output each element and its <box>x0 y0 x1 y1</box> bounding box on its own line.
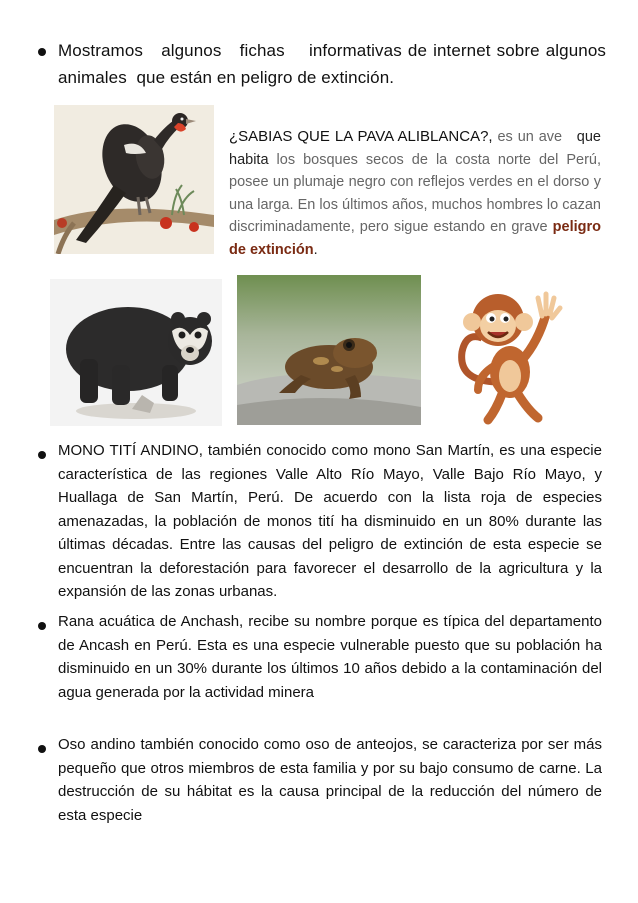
oso-body: Oso andino también conocido como oso de anteojos, se caracteriza por ser más pequeño que otros miembros de esta familia y por su bajo consumo de carne. La destrucción de su hábitat es la causa principal de la reducción del número de esta especie <box>58 736 602 824</box>
bullet-mono <box>38 451 46 459</box>
mono-titi-image <box>438 272 588 427</box>
mono-body: también conocido como mono San Martín, es una especie característica de las regiones Valle Alto Río Mayo, Valle Bajo Río Mayo, y Huallaga de San Martín, Perú. De acuerdo con la lista roja de especies amenazadas, la población de monos tití ha disminuido en un 80% durante las últimas décadas. Entre las causas del peligro de extinción de esta especie se encuentran la deforestación para favorecer el desarrollo de la agricultura y la expansión de las zonas urbanas. <box>58 442 602 600</box>
bullet-intro <box>38 48 46 56</box>
rana-paragraph <box>58 610 602 704</box>
pava-heading: ¿SABIAS QUE LA PAVA ALIBLANCA?, <box>229 128 493 145</box>
mono-paragraph <box>58 439 602 604</box>
pava-paragraph <box>229 126 601 261</box>
pava-end: . <box>313 241 318 258</box>
pava-body: los bosques secos de la costa norte del Perú, posee un plumaje negro con reflejos verdes en el dorso y una larga. En los últimos años, muchos hombres lo cazan discriminadamente, pero sigue estando en grave <box>229 151 601 235</box>
pava-text-a: es un ave <box>492 129 577 145</box>
rana-acuatica-image <box>237 275 421 425</box>
intro-paragraph <box>58 37 606 91</box>
pava-bold: peligro de extinción <box>229 219 601 258</box>
bullet-oso <box>38 745 46 753</box>
oso-paragraph <box>58 733 602 827</box>
intro-line-1: Mostramos algunos fichas informativas de internet sobre algunos <box>58 41 606 60</box>
pava-aliblanca-image <box>54 105 214 254</box>
rana-body: Rana acuática de Anchash, recibe su nombre porque es típica del departamento de Ancash en Perú. Esta es una especie vulnerable puesto que su población ha disminuido en un 30% durante los últimos 10 años debido a la contaminación del agua generada por la actividad minera <box>58 613 602 701</box>
mono-title: MONO TITÍ ANDINO, <box>58 442 203 459</box>
oso-andino-image <box>50 279 222 426</box>
pava-text-b: que habita <box>229 129 601 168</box>
intro-line-2: animales que están en peligro de extinción. <box>58 68 395 87</box>
bullet-rana <box>38 622 46 630</box>
